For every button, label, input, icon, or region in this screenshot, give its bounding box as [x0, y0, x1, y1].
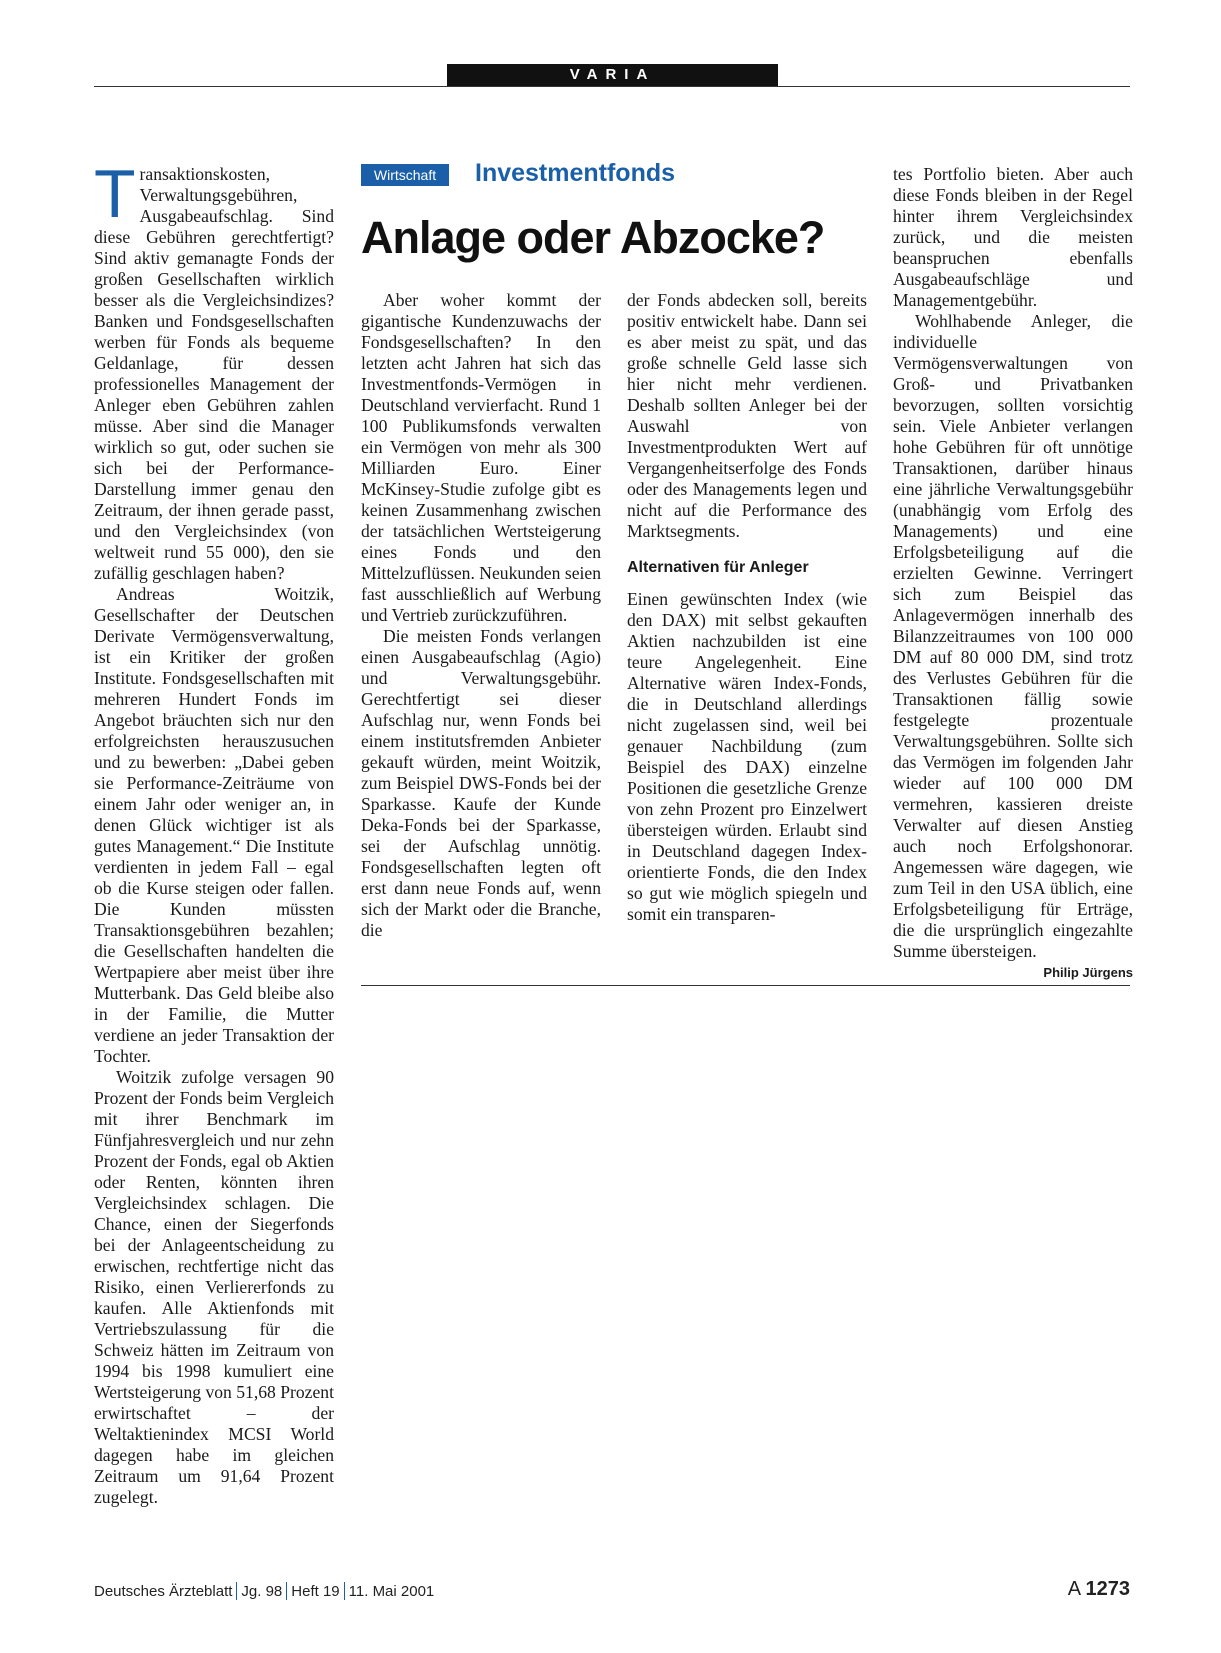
drop-cap: T [94, 156, 136, 232]
paragraph: Woitzik zufolge versagen 90 Prozent der Fonds beim Vergleich mit ihrer Benchmark im Fünfjahresvergleich und nur zehn Prozent der Fonds, egal ob Aktien oder Renten, könnten ihren Vergleichsindex schlagen. Die Chance, einen der Siegerfonds bei der Anlageentscheidung zu erwischen, rechtfertige nicht das Risiko, einen Verliererfonds zu kaufen. Alle Aktienfonds mit Vertriebszulassung für die Schweiz hätten im Zeitraum von 1994 bis 1998 kumuliert eine Wertsteigerung von 51,68 Prozent erwirtschaftet – der Weltaktienindex MCSI World dagegen habe im gleichen Zeitraum um 91,64 Prozent zugelegt. [94, 1067, 334, 1507]
paragraph: Andreas Woitzik, Gesellschafter der Deutschen Derivate Vermögensverwaltung, ist ein Kritiker der großen Institute. Fondsgesellschaften mit mehreren Hundert Fonds im Angebot bräuchten sich nur den erfolgreichsten herauszusuchen und zu bewerben: „Dabei geben sie Performance-Zeiträume von einem Jahr oder weniger an, in denen Glück wichtiger ist als gutes Management.“ Die Institute verdienten in jedem Fall – egal ob die Kurse steigen oder fallen. Die Kunden müssten Transaktionsgebühren bezahlen; die Gesellschaften handelten die Wertpapiere aber meist über ihre Mutterbank. Das Geld bleibe also in der Familie, die Mutter verdiene an jeder Transaktion der Tochter. [94, 584, 334, 1066]
paragraph: der Fonds abdecken soll, bereits positiv entwickelt habe. Dann sei es aber meist zu spät, und das große schnelle Geld lasse sich hier nicht mehr verdienen. Deshalb sollten Anleger bei der Auswahl von Investmentprodukten Wert auf Vergangenheitserfolge des Fonds oder des Managements legen und nicht auf die Performance des Marktsegments. [627, 290, 867, 541]
subheading: Alternativen für Anleger [627, 559, 809, 576]
paragraph: Aber woher kommt der gigantische Kundenzuwachs der Fondsgesellschaften? In den letzten acht Jahren hat sich das Investmentfonds-Vermögen in Deutschland vervierfacht. Rund 1 100 Publikumsfonds verwalten ein Vermögen von mehr als 300 Milliarden Euro. Einer McKinsey-Studie zufolge gibt es keinen Zusammenhang zwischen der tatsächlichen Wertsteigerung eines Fonds und den Mittelzuflüssen. Neukunden seien fast ausschließlich auf Werbung und Vertrieb zurückzuführen. [361, 290, 601, 625]
article-end-rule [361, 985, 1130, 986]
rubric-badge: Wirtschaft [361, 164, 449, 186]
section-label: VARIA [447, 64, 778, 86]
journal-name: Deutsches Ärzteblatt [94, 1583, 233, 1600]
header-rule [94, 86, 1130, 87]
volume: Jg. 98 [241, 1583, 283, 1600]
article-topic: Investmentfonds [475, 159, 676, 187]
footer-citation [94, 1582, 434, 1600]
page-number: A 1273 [1067, 1578, 1130, 1600]
paragraph: Die meisten Fonds verlangen einen Ausgabeaufschlag (Agio) und Verwaltungsgebühr. Gerechtfertigt sei dieser Aufschlag nur, wenn Fonds bei einem institutsfremden Anbieter gekauft würden, meint Woitzik, zum Beispiel DWS-Fonds bei der Sparkasse. Kaufe der Kunde Deka-Fonds bei der Sparkasse, sei der Aufschlag unnötig. Fondsgesellschaften legten oft erst dann neue Fonds auf, wenn sich der Markt oder die Branche, die [361, 626, 601, 940]
issue: Heft 19 [291, 1583, 340, 1600]
article-column-2 [361, 290, 601, 941]
paragraph: Einen gewünschten Index (wie den DAX) mit selbst gekauften Aktien nachzubilden ist eine teure Angelegenheit. Eine Alternative wären Index-Fonds, die in Deutschland allerdings nicht zugelassen sind, weil bei genauer Nachbildung (zum Beispiel des DAX) einzelne Positionen die gesetzliche Grenze von zehn Prozent pro Einzelwert übersteigen würden. Erlaubt sind in Deutschland dagegen Index-orientierte Fonds, die den Index so gut wie möglich spiegeln und somit ein transparen- [627, 589, 867, 924]
article-title: Anlage oder Abzocke? [361, 212, 825, 263]
paragraph: Wohlhabende Anleger, die individuelle Vermögensverwaltungen von Groß- und Privatbanken bevorzugen, sollten vorsichtig sein. Viele Anbieter verlangen hohe Gebühren für oft unnötige Transaktionen, darüber hinaus eine jährliche Verwaltungsgebühr (unabhängig vom Erfolg des Managements) und eine Erfolgsbeteiligung auf die erzielten Gewinne. Verringert sich zum Beispiel das Anlagevermögen innerhalb des Bilanzzeitraumes von 100 000 DM auf 80 000 DM, sind trotz des Verlustes Gebühren für die Transaktionen fällig sowie festgelegte prozentuale Verwaltungsgebühren. Sollte sich das Vermögen im folgenden Jahr wieder auf 100 000 DM vermehren, kassieren dreiste Verwalter auf diesen Anstieg auch noch Erfolgshonorar. Angemessen wäre dagegen, wie zum Teil in den USA üblich, eine Erfolgsbeteiligung für Erträge, die die ursprünglich eingezahlte Summe übersteigen. Philip Jürgens [893, 311, 1133, 962]
issue-date: 11. Mai 2001 [348, 1583, 435, 1600]
paragraph: tes Portfolio bieten. Aber auch diese Fonds bleiben in der Regel hinter ihrem Vergleichsindex zurück, und die meisten beanspruchen ebenfalls Ausgabeaufschläge und Managementgebühr. [893, 164, 1133, 310]
article-column-4 [893, 164, 1133, 983]
paragraph: Transaktionskosten, Verwaltungsgebühren, Ausgabeaufschlag. Sind diese Gebühren gerechtfertigt? Sind aktiv gemanagte Fonds der großen Gesellschaften wirklich besser als die Vergleichsindizes? Banken und Fondsgesellschaften werben für Fonds als bequeme Geldanlage, für dessen professionelles Management der Anleger eben Gebühren zahlen müsse. Aber sind die Manager wirklich so gut, oder suchen sie sich bei der Performance-Darstellung immer genau den Zeitraum, der ihnen gerade passt, und den Vergleichsindex (von weltweit rund 55 000), den sie zufällig geschlagen haben? [94, 156, 334, 583]
article-column-3 [627, 290, 867, 925]
author: Philip Jürgens [1043, 965, 1133, 980]
article-column-1 [94, 156, 334, 1508]
